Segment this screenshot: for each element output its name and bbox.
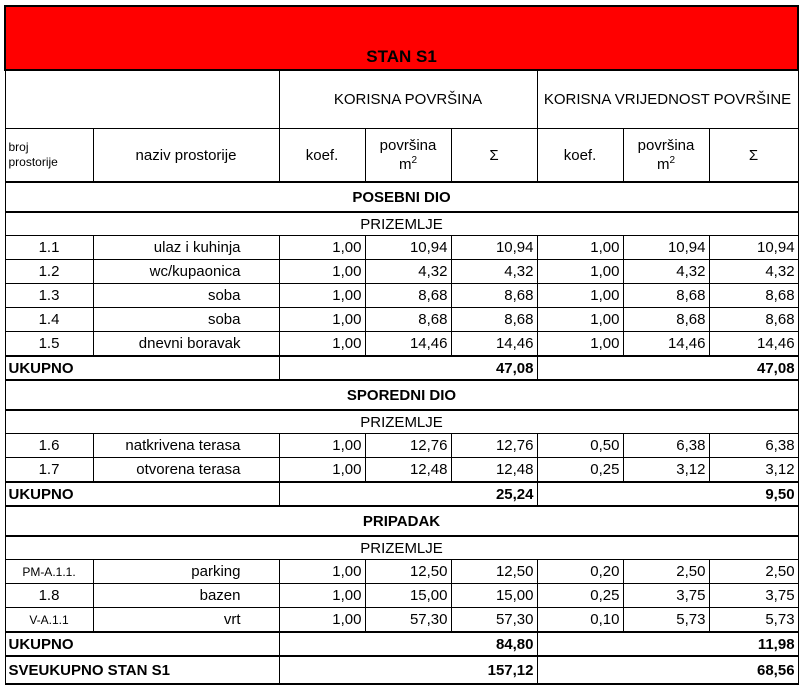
col-header-koef-2: koef. [537, 129, 623, 183]
povrsina-vrijednost: 10,94 [623, 236, 709, 260]
povrsina-korisna: 15,00 [365, 584, 451, 608]
group-header-vrijednost: KORISNA VRIJEDNOST POVRŠINE [537, 70, 798, 129]
koef-korisna: 1,00 [279, 560, 365, 584]
room-number: 1.1 [5, 236, 93, 260]
section-posebni [5, 182, 798, 380]
floor-label: PRIZEMLJE [5, 212, 798, 236]
povrsina-vrijednost: 3,12 [623, 458, 709, 483]
table-title: STAN S1 [5, 6, 798, 70]
room-number: 1.8 [5, 584, 93, 608]
floor-row [5, 410, 798, 434]
group-header-row [5, 70, 798, 129]
sum-vrijednost: 10,94 [709, 236, 798, 260]
group-header-korisna: KORISNA POVRŠINA [279, 70, 537, 129]
table-row [5, 308, 798, 332]
room-number: 1.2 [5, 260, 93, 284]
subtotal-korisna: 47,08 [279, 356, 537, 380]
room-name: dnevni boravak [93, 332, 279, 357]
column-header-row [5, 129, 798, 183]
table-row [5, 260, 798, 284]
koef-vrijednost: 1,00 [537, 332, 623, 357]
room-name: parking [93, 560, 279, 584]
subtotal-label: UKUPNO [5, 632, 279, 656]
section-title: SPOREDNI DIO [5, 380, 798, 410]
povrsina-vrijednost: 5,73 [623, 608, 709, 633]
grand-total-label: SVEUKUPNO STAN S1 [5, 656, 279, 684]
koef-vrijednost: 0,25 [537, 584, 623, 608]
title-row [5, 6, 798, 70]
povrsina-vrijednost: 3,75 [623, 584, 709, 608]
povrsina-korisna: 14,46 [365, 332, 451, 357]
koef-korisna: 1,00 [279, 236, 365, 260]
room-number: 1.4 [5, 308, 93, 332]
subtotal-label: UKUPNO [5, 356, 279, 380]
grand-total-korisna: 157,12 [279, 656, 537, 684]
povrsina-vrijednost: 8,68 [623, 284, 709, 308]
sum-vrijednost: 4,32 [709, 260, 798, 284]
koef-korisna: 1,00 [279, 584, 365, 608]
section-pripadak [5, 506, 798, 656]
col-header-broj-line1: broj [8, 140, 29, 154]
subtotal-row [5, 482, 798, 506]
col-header-broj-line2: prostorije [8, 155, 58, 169]
koef-korisna: 1,00 [279, 308, 365, 332]
sum-korisna: 15,00 [451, 584, 537, 608]
col-header-naziv: naziv prostorije [93, 129, 279, 183]
koef-vrijednost: 0,25 [537, 458, 623, 483]
col-header-sum-1: Σ [451, 129, 537, 183]
povrsina-korisna: 10,94 [365, 236, 451, 260]
room-number: PM-A.1.1. [5, 560, 93, 584]
grand-total-vrijednost: 68,56 [537, 656, 798, 684]
povrsina-vrijednost: 2,50 [623, 560, 709, 584]
room-name: otvorena terasa [93, 458, 279, 483]
col-header-povrsina-1-exp: 2 [411, 154, 418, 166]
povrsina-korisna: 4,32 [365, 260, 451, 284]
room-name: natkrivena terasa [93, 434, 279, 458]
table-row [5, 560, 798, 584]
room-number: 1.3 [5, 284, 93, 308]
subtotal-row [5, 356, 798, 380]
koef-vrijednost: 1,00 [537, 308, 623, 332]
sum-korisna: 12,76 [451, 434, 537, 458]
povrsina-korisna: 57,30 [365, 608, 451, 633]
povrsina-korisna: 8,68 [365, 284, 451, 308]
col-header-povrsina-2-label: površina [637, 137, 695, 155]
subtotal-vrijednost: 9,50 [537, 482, 798, 506]
povrsina-vrijednost: 6,38 [623, 434, 709, 458]
sum-vrijednost: 3,12 [709, 458, 798, 483]
room-name: ulaz i kuhinja [93, 236, 279, 260]
koef-vrijednost: 0,10 [537, 608, 623, 633]
floor-label: PRIZEMLJE [5, 410, 798, 434]
sum-vrijednost: 5,73 [709, 608, 798, 633]
col-header-koef-1: koef. [279, 129, 365, 183]
room-number: 1.7 [5, 458, 93, 483]
koef-korisna: 1,00 [279, 284, 365, 308]
floor-label: PRIZEMLJE [5, 536, 798, 560]
section-sporedni [5, 380, 798, 506]
table-row [5, 608, 798, 633]
section-title: POSEBNI DIO [5, 182, 798, 212]
table-row [5, 284, 798, 308]
grand-total-row [5, 656, 798, 684]
subtotal-vrijednost: 47,08 [537, 356, 798, 380]
table-row [5, 332, 798, 357]
sum-korisna: 14,46 [451, 332, 537, 357]
sum-korisna: 8,68 [451, 308, 537, 332]
room-name: bazen [93, 584, 279, 608]
subtotal-label: UKUPNO [5, 482, 279, 506]
subtotal-vrijednost: 11,98 [537, 632, 798, 656]
povrsina-korisna: 12,76 [365, 434, 451, 458]
section-title-row [5, 506, 798, 536]
povrsina-vrijednost: 4,32 [623, 260, 709, 284]
room-name: soba [93, 308, 279, 332]
floor-row [5, 212, 798, 236]
room-number: 1.6 [5, 434, 93, 458]
povrsina-vrijednost: 14,46 [623, 332, 709, 357]
sum-vrijednost: 8,68 [709, 308, 798, 332]
area-table [4, 5, 799, 685]
sum-korisna: 10,94 [451, 236, 537, 260]
col-header-povrsina-2-exp: 2 [669, 154, 676, 166]
koef-vrijednost: 1,00 [537, 260, 623, 284]
sum-vrijednost: 6,38 [709, 434, 798, 458]
koef-korisna: 1,00 [279, 434, 365, 458]
table-row [5, 458, 798, 483]
col-header-povrsina-2-unit: m [656, 155, 670, 173]
sum-vrijednost: 8,68 [709, 284, 798, 308]
col-header-broj [5, 129, 93, 183]
col-header-povrsina-2 [623, 129, 709, 183]
room-number: V-A.1.1 [5, 608, 93, 633]
sum-vrijednost: 2,50 [709, 560, 798, 584]
subtotal-row [5, 632, 798, 656]
table-row [5, 236, 798, 260]
col-header-povrsina-1-unit: m [398, 155, 412, 173]
koef-korisna: 1,00 [279, 260, 365, 284]
koef-vrijednost: 0,50 [537, 434, 623, 458]
koef-vrijednost: 1,00 [537, 284, 623, 308]
koef-korisna: 1,00 [279, 332, 365, 357]
section-title-row [5, 182, 798, 212]
room-name: wc/kupaonica [93, 260, 279, 284]
sum-korisna: 12,50 [451, 560, 537, 584]
col-header-povrsina-1 [365, 129, 451, 183]
sum-korisna: 4,32 [451, 260, 537, 284]
povrsina-korisna: 8,68 [365, 308, 451, 332]
koef-vrijednost: 1,00 [537, 236, 623, 260]
room-number: 1.5 [5, 332, 93, 357]
room-name: soba [93, 284, 279, 308]
table-row [5, 584, 798, 608]
floor-row [5, 536, 798, 560]
subtotal-korisna: 84,80 [279, 632, 537, 656]
table-row [5, 434, 798, 458]
sum-korisna: 8,68 [451, 284, 537, 308]
koef-korisna: 1,00 [279, 608, 365, 633]
koef-korisna: 1,00 [279, 458, 365, 483]
section-title-row [5, 380, 798, 410]
subtotal-korisna: 25,24 [279, 482, 537, 506]
povrsina-korisna: 12,50 [365, 560, 451, 584]
povrsina-vrijednost: 8,68 [623, 308, 709, 332]
sum-korisna: 12,48 [451, 458, 537, 483]
group-header-empty [5, 70, 279, 129]
area-table-sheet [4, 5, 797, 688]
col-header-sum-2: Σ [709, 129, 798, 183]
povrsina-korisna: 12,48 [365, 458, 451, 483]
sum-korisna: 57,30 [451, 608, 537, 633]
sum-vrijednost: 14,46 [709, 332, 798, 357]
col-header-povrsina-1-label: površina [379, 137, 437, 155]
room-name: vrt [93, 608, 279, 633]
section-title: PRIPADAK [5, 506, 798, 536]
koef-vrijednost: 0,20 [537, 560, 623, 584]
sum-vrijednost: 3,75 [709, 584, 798, 608]
